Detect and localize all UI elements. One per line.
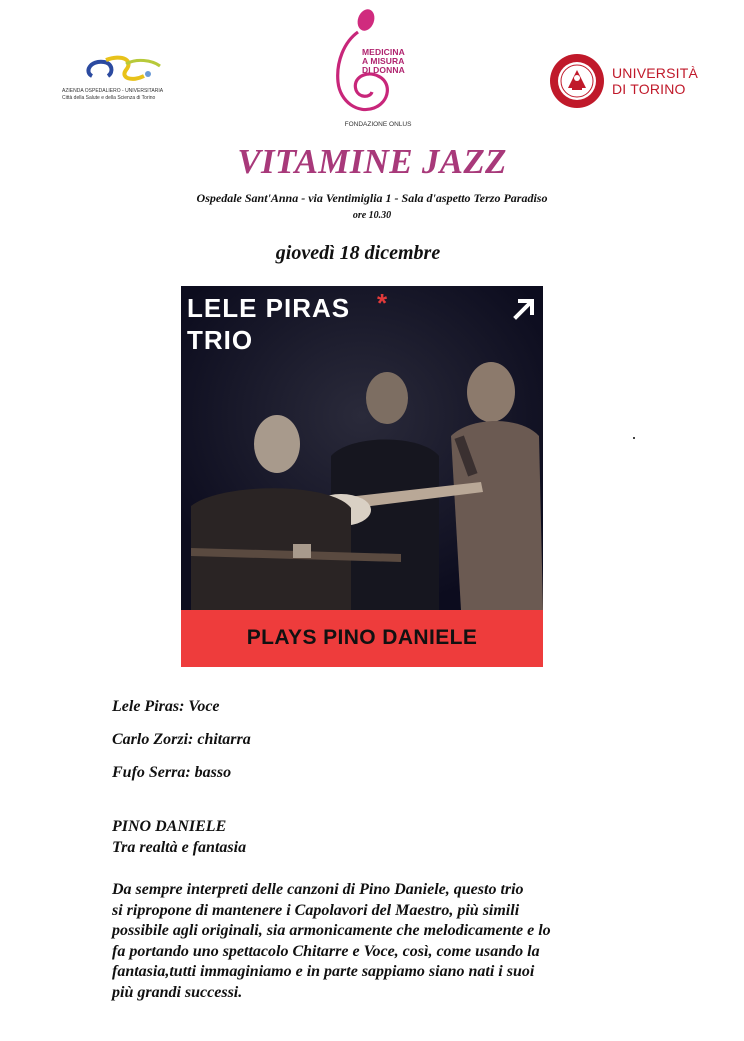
unito-line1: UNIVERSITÀ — [612, 65, 699, 81]
member-line: Lele Piras: Voce — [112, 698, 220, 715]
poster-footer-text: PLAYS PINO DANIELE — [246, 626, 478, 649]
event-location: Ospedale Sant'Anna - via Ventimiglia 1 - Sala d'aspetto Terzo Paradiso — [196, 191, 548, 205]
description-line: fa portando uno spettacolo Chitarre e Voce, così, come usando la — [112, 942, 540, 960]
section-title: PINO DANIELE — [112, 818, 227, 835]
description-line: si ripropone di mantenere i Capolavori del Maestro, più simili — [112, 901, 520, 919]
aso-logo-mark-icon — [82, 52, 172, 86]
aso-logo-line1: AZIENDA OSPEDALIERO - UNIVERSITARIA — [62, 88, 164, 94]
unito-logo — [548, 52, 698, 110]
band-name-line1: LELE PIRAS — [187, 293, 351, 323]
aso-logo-line2: Città della Salute e della Scienza di Torino — [62, 95, 156, 101]
description-line: Da sempre interpreti delle canzoni di Pino Daniele, questo trio — [112, 881, 524, 898]
event-time: ore 10.30 — [352, 210, 392, 221]
event-date: giovedì 18 dicembre — [275, 242, 441, 264]
medicina-a-misura-di-donna-logo — [322, 6, 426, 130]
description-line: possibile agli originali, sia armonicamente che melodicamente e lo — [112, 922, 551, 939]
band-name-asterisk: * — [377, 288, 388, 318]
unito-line2: DI TORINO — [612, 81, 686, 97]
medicina-logo-line1: MEDICINA — [362, 47, 405, 57]
medicina-logo-line2: A MISURA — [362, 56, 405, 66]
band-name-line2: TRIO — [187, 325, 254, 355]
arrow-up-right-icon — [511, 296, 537, 322]
band-poster — [181, 286, 543, 667]
section-subtitle: Tra realtà e fantasia — [112, 839, 247, 856]
member-line: Fufo Serra: basso — [112, 764, 232, 781]
band-name — [187, 292, 350, 356]
stray-dot — [633, 437, 635, 439]
event-title: VITAMINE JAZZ — [237, 142, 507, 181]
description-line: fantasia,tutti immaginiamo e in parte sappiamo siano nati i suoi — [112, 963, 535, 980]
member-line: Carlo Zorzi: chitarra — [112, 731, 251, 748]
event-description — [112, 880, 632, 1003]
description-line: più grandi successi. — [112, 983, 243, 1001]
aso-logo — [62, 52, 182, 110]
medicina-logo-line3: DI DONNA — [362, 65, 405, 75]
unito-seal-icon — [548, 52, 606, 110]
fondazione-onlus-label: FONDAZIONE ONLUS — [344, 121, 412, 128]
poster-footer-band — [181, 610, 543, 667]
